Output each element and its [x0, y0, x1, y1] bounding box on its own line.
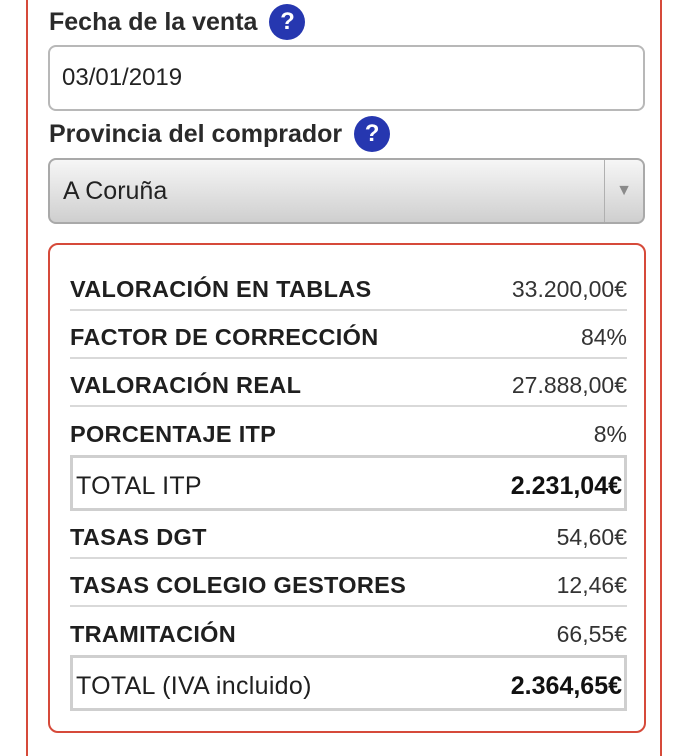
result-row-total-itp: [70, 455, 627, 511]
result-row-valoracion-tablas: [70, 263, 627, 311]
result-value: 54,60€: [556, 523, 627, 550]
result-row-total-iva: [70, 655, 627, 711]
result-value: 8%: [593, 420, 627, 447]
result-label: TRAMITACIÓN: [70, 620, 237, 647]
result-row-valoracion-real: [70, 359, 627, 407]
help-icon[interactable]: ?: [269, 4, 305, 40]
result-row-tramitacion: [70, 607, 627, 655]
result-label: TOTAL (IVA incluido): [76, 671, 312, 700]
result-value: 12,46€: [556, 571, 627, 598]
province-select[interactable]: [48, 158, 645, 224]
result-value: 33.200,00€: [511, 275, 627, 302]
result-label: TASAS COLEGIO GESTORES: [70, 571, 407, 598]
result-label: VALORACIÓN REAL: [70, 371, 302, 398]
result-label: TOTAL ITP: [76, 471, 202, 500]
province-label-row: [49, 116, 390, 152]
help-icon[interactable]: ?: [354, 116, 390, 152]
result-label: FACTOR DE CORRECCIÓN: [70, 323, 379, 350]
result-label: VALORACIÓN EN TABLAS: [70, 275, 372, 302]
dropdown-arrow-icon[interactable]: ▼: [604, 160, 643, 222]
result-value: 2.364,65€: [510, 671, 622, 700]
sale-date-label-row: [49, 4, 305, 40]
result-row-tasas-dgt: [70, 511, 627, 559]
result-value: 84%: [580, 323, 627, 350]
sale-date-label: Fecha de la venta: [49, 7, 258, 36]
result-value: 2.231,04€: [510, 471, 622, 500]
result-value: 27.888,00€: [511, 371, 627, 398]
results-panel: [48, 243, 646, 733]
result-row-porcentaje-itp: [70, 407, 627, 455]
result-value: 66,55€: [556, 620, 627, 647]
province-selected-value: A Coruña: [63, 176, 168, 205]
result-row-tasas-colegio: [70, 559, 627, 607]
sale-date-input[interactable]: 03/01/2019: [48, 45, 645, 111]
result-label: PORCENTAJE ITP: [70, 420, 277, 447]
province-label: Provincia del comprador: [49, 119, 343, 148]
result-row-factor-correccion: [70, 311, 627, 359]
result-label: TASAS DGT: [70, 523, 207, 550]
